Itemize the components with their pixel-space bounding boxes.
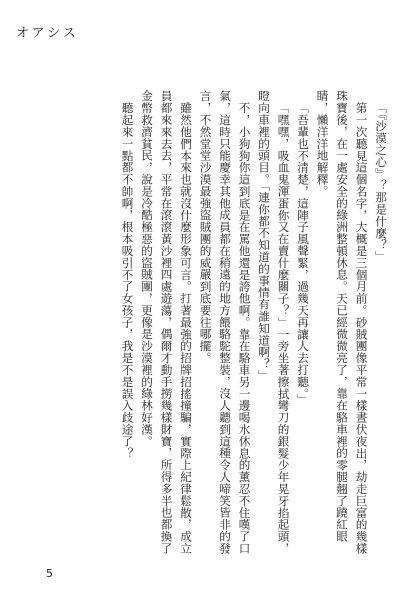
paragraph: 不，小狗狗你這到底是在罵他還是誇他啊。靠在駱車另一邊喝水休息的薰忍不住嘆了口氣，這時只能慶幸其他成員都在稍遠的地方餵駱駝整裝，沒人聽到這種令人啼笑皆非的發言，不然堂堂沙漠最強盜賊團的威嚴到底要往哪擺。	[198, 90, 252, 555]
body-text-area	[40, 90, 390, 555]
vertical-text-column	[40, 90, 390, 555]
paragraph: 第一次聽見這個名字，大概是三個月前。砂賊團像平常一樣晝伏夜出，劫走巨富的幾樣珠寶後，在一處安全的綠洲整頓休息。天已經微微亮了，靠在駱車裡的零腿翹了蹺紅眼睛，懶洋洋地解釋。	[315, 90, 369, 554]
paragraph: 「嘿嘿，吸血鬼渾蛋你又在賣什麼關子？」一旁坐著擦拭彎刀的銀髮少年晃牙掐起頭，瞪向車裡的頭目。「連你都不知道的事情有誰知道啊？」	[257, 90, 291, 554]
paragraph: 「『沙漠之心』？那是什麼？」	[374, 101, 388, 263]
book-header-title: オアシス	[16, 26, 79, 41]
paragraph: 聽起來一點都不帥啊，根本吸引不了女孩子，我是不是誤入歧途了？	[120, 101, 135, 459]
paragraph: 雖然他們本來也就沒什麼形象可言。打著最強的招牌招搖撞騙，實際上紀律鬆散，成立員都來來去去，平常在滾滾黃沙裡四處遊蕩，偶爾才動手撈幾樣財寶，所得多半也都換了金幣救濟貧民，說是冷酷極惡的盜賊團，更像是沙漠裡的綠林好漢。	[140, 90, 193, 555]
paragraph: 「吾輩也不清楚，這陣子風聲緊，過幾天再讓人去打聽。」	[296, 101, 310, 406]
page-number: 5	[46, 567, 53, 580]
